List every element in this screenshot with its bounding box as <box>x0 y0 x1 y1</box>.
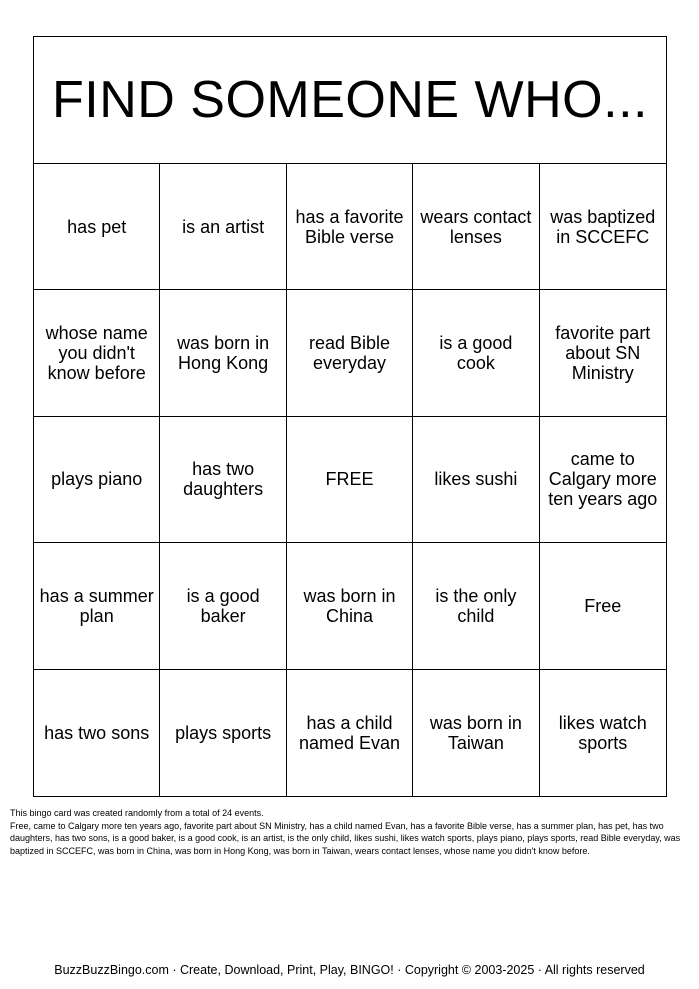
bingo-cell-r3-c2: has two daughters <box>160 417 286 543</box>
bingo-cell-r2-c3: read Bible everyday <box>287 290 413 416</box>
info-event-list: Free, came to Calgary more ten years ago, favorite part about SN Ministry, has a child named Evan, has a favorite Bible verse, has a summer plan, has pet, has two daughters, has two sons, is a good baker, is a good cook, is an artist, is the only child, likes sushi, likes watch sports, plays piano, plays sports, read Bible everyday, was baptized in SCCEFC, was born in China, was born in Hong Kong, was born in Taiwan, wears contact lenses, whose name you didn't know before. <box>10 820 681 856</box>
bingo-cell-r2-c5: favorite part about SN Ministry <box>540 290 666 416</box>
bingo-cell-r5-c3: has a child named Evan <box>287 670 413 796</box>
bingo-cell-r4-c1: has a summer plan <box>34 543 160 669</box>
bingo-cell-r2-c2: was born in Hong Kong <box>160 290 286 416</box>
footer-copyright: BuzzBuzzBingo.com · Create, Download, Print, Play, BINGO! · Copyright © 2003-2025 · All rights reserved <box>54 963 645 977</box>
bingo-cell-r5-c1: has two sons <box>34 670 160 796</box>
card-title: FIND SOMEONE WHO... <box>34 37 666 164</box>
bingo-cell-r3-c1: plays piano <box>34 417 160 543</box>
bingo-cell-r5-c4: was born in Taiwan <box>413 670 539 796</box>
bingo-cell-r2-c4: is a good cook <box>413 290 539 416</box>
bingo-cell-r1-c2: is an artist <box>160 164 286 290</box>
bingo-cell-r1-c3: has a favorite Bible verse <box>287 164 413 290</box>
bingo-card <box>33 36 667 797</box>
bingo-cell-r4-c5: Free <box>540 543 666 669</box>
bingo-cell-r2-c1: whose name you didn't know before <box>34 290 160 416</box>
bingo-cell-r5-c5: likes watch sports <box>558 712 647 753</box>
bingo-cell-r5-c2: plays sports <box>160 670 286 796</box>
bingo-cell-free-space: FREE <box>287 417 413 543</box>
card-info <box>10 807 690 857</box>
bingo-cell-r4-c4: is the only child <box>413 543 539 669</box>
bingo-cell-r1-c5: was baptized in SCCEFC <box>540 164 666 290</box>
bingo-cell-r3-c5: came to Calgary more ten years ago <box>540 417 666 543</box>
info-summary: This bingo card was created randomly from a total of 24 events. <box>10 808 264 818</box>
bingo-cell-r4-c3: was born in China <box>287 543 413 669</box>
bingo-grid <box>34 164 666 796</box>
bingo-cell-r1-c1: has pet <box>34 164 160 290</box>
bingo-cell-r1-c4: wears contact lenses <box>413 164 539 290</box>
bingo-cell-r4-c2: is a good baker <box>160 543 286 669</box>
bingo-cell-r3-c4: likes sushi <box>413 417 539 543</box>
